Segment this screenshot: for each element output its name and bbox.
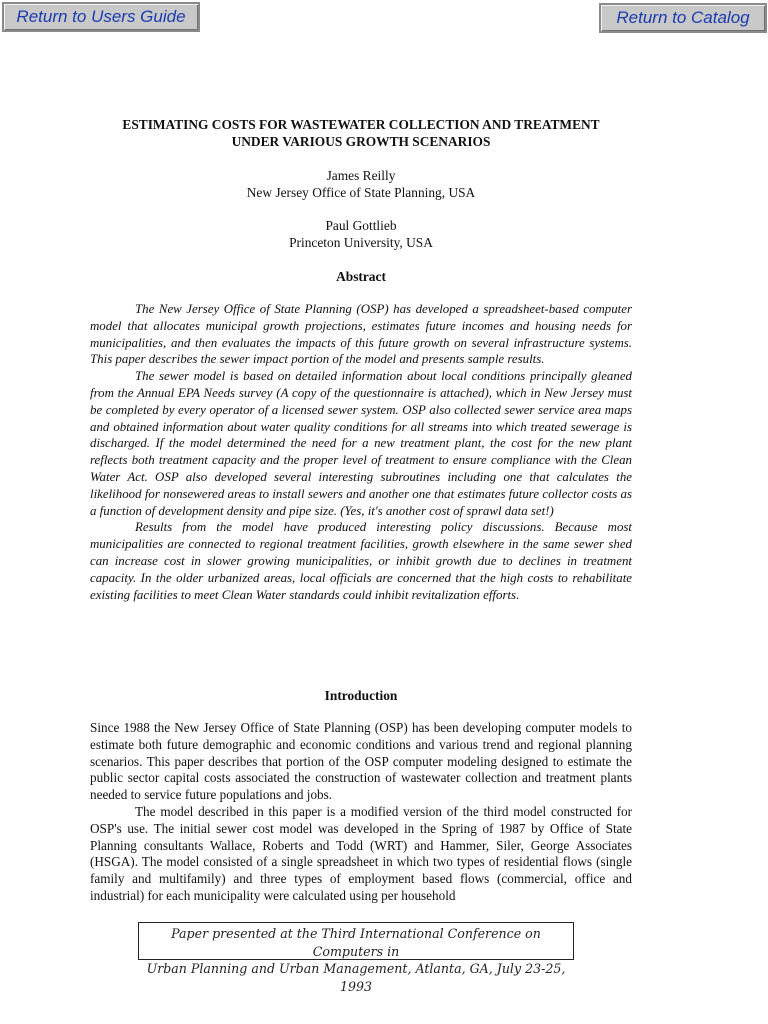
title-line-1: ESTIMATING COSTS FOR WASTEWATER COLLECTION AND TREATMENT xyxy=(122,117,600,132)
author-block-2 xyxy=(90,217,632,251)
author-affiliation: New Jersey Office of State Planning, USA xyxy=(246,185,476,200)
return-to-catalog-button[interactable]: Return to Catalog xyxy=(599,3,767,33)
author-name: James Reilly xyxy=(326,168,396,183)
conference-note-line-1: Paper presented at the Third International Conference on Computers in xyxy=(171,926,541,959)
intro-paragraph: The model described in this paper is a modified version of the third model constructed for OSP's use. The initial sewer cost model was developed in the Spring of 1987 by Office of State Planning consultants Wallace, Roberts and Todd (WRT) and Hammer, Siler, George Associates (HSGA). The model consisted of a single spreadsheet in which two types of residential flows (single family and multifamily) and three types of employment based flows (commercial, office and industrial) for each municipality were calculated using per household xyxy=(90,803,632,903)
abstract-paragraph: The New Jersey Office of State Planning (OSP) has developed a spreadsheet-based computer model that allocates municipal growth projections, estimates future incomes and housing needs for municipalities, and then evaluates the impacts of this future growth on several infrastructure systems. This paper describes the sewer impact portion of the model and presents sample results. xyxy=(90,302,632,367)
abstract-heading: Abstract xyxy=(336,269,386,284)
paper-title xyxy=(90,116,632,150)
author-name: Paul Gottlieb xyxy=(325,218,397,233)
return-to-users-guide-button[interactable]: Return to Users Guide xyxy=(2,2,200,32)
abstract-paragraph: The sewer model is based on detailed information about local conditions principally gleaned from the Annual EPA Needs survey (A copy of the questionnaire is attached), which in New Jersey must be completed by every operator of a licensed sewer system. OSP also collected sewer service area maps and obtained information about water quality conditions for all streams into which treated sewerage is discharged. If the model determined the need for a new treatment plant, the cost for the new plant reflects both treatment capacity and the proper level of treatment to ensure compliance with the Clean Water Act. OSP also developed several interesting subroutines including one that calculates the likelihood for nonsewered areas to install sewers and another one that estimates future collector costs as a function of development density and pipe size. (Yes, it's another cost of sprawl data set!) xyxy=(90,369,632,518)
abstract-paragraph: Results from the model have produced interesting policy discussions. Because most municipalities are connected to regional treatment facilities, growth elsewhere in the same sewer shed can increase cost in slower growing municipalities, or inhibit growth due to declines in treatment capacity. In the older urbanized areas, local officials are concerned that the high costs to rehabilitate existing facilities to meet Clean Water standards could inhibit revitalization efforts. xyxy=(90,520,632,602)
author-block-1 xyxy=(90,167,632,201)
abstract-body xyxy=(90,301,632,603)
author-affiliation: Princeton University, USA xyxy=(289,235,433,250)
introduction-heading: Introduction xyxy=(324,688,398,703)
intro-paragraph: Since 1988 the New Jersey Office of State Planning (OSP) has been developing computer models to estimate both future demographic and economic conditions and various trend and regional planning scenarios. This paper describes that portion of the OSP computer modeling designed to estimate the public sector capital costs associated the construction of wastewater collection and treatment plants needed to service future populations and jobs. xyxy=(90,720,632,803)
introduction-body xyxy=(90,720,632,905)
title-line-2: UNDER VARIOUS GROWTH SCENARIOS xyxy=(231,134,491,149)
conference-note-line-2: Urban Planning and Urban Management, Atlanta, GA, July 23-25, 1993 xyxy=(146,961,566,994)
conference-note-box xyxy=(138,922,574,994)
